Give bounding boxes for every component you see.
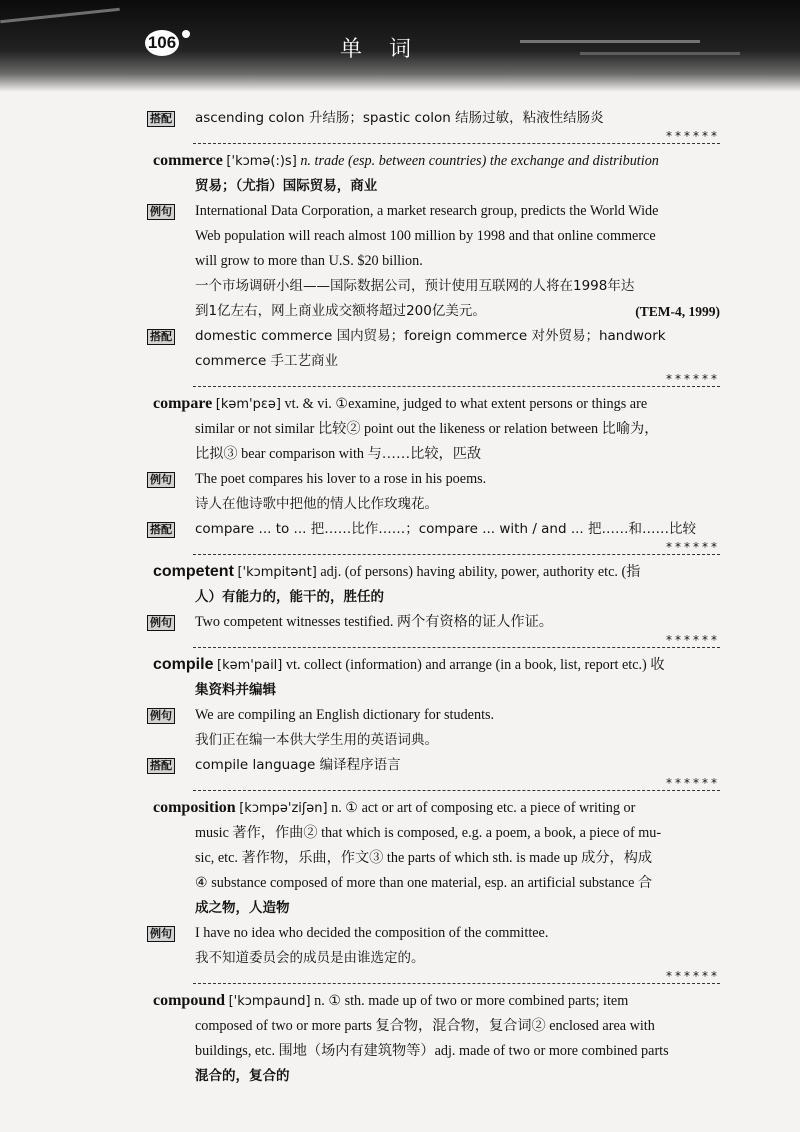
phonetic: ['kɔmpaund] <box>228 994 311 1009</box>
definition-line: composed of two or more parts 复合物，混合物，复合词② enclosed area with <box>195 1018 655 1034</box>
example-translation: 我们正在编一本供大学生用的英语词典。 <box>195 732 438 748</box>
phonetic: [kɔmpə'ziʃən] <box>239 801 328 816</box>
page-number: 106 <box>145 30 179 56</box>
entry-compare <box>145 391 720 467</box>
entry-competent <box>145 559 720 610</box>
source-citation: (TEM-4, 1999) <box>635 304 720 319</box>
phonetic: [kəm'pɛə] <box>215 397 281 412</box>
definition-line: music 著作，作曲② that which is composed, e.g. a poem, a book, a piece of mu- <box>195 825 662 841</box>
collocation-badge: 搭配 <box>147 758 175 774</box>
definition-line: 比拟③ bear comparison with 与……比较，匹敌 <box>195 446 482 462</box>
example-line: Two competent witnesses testified. 两个有资格的证人作证。 <box>195 614 553 630</box>
example-block <box>145 610 720 635</box>
entry-compile <box>145 652 720 703</box>
definition: n. ① act or art of composing etc. a piece of writing or <box>331 800 636 816</box>
page-header <box>0 0 800 92</box>
dictionary-content <box>145 106 720 1089</box>
definition: vt. & vi. ①examine, judged to what extent persons or things are <box>284 396 648 412</box>
phonetic: [kəm'pail] <box>217 658 283 673</box>
example-badge: 例句 <box>147 708 175 724</box>
definition-line: 成之物，人造物 <box>195 900 290 916</box>
definition: n. trade (esp. between countries) the exchange and distribution <box>300 153 659 169</box>
phonetic: ['kɔmpitənt] <box>237 565 317 580</box>
section-title: 单 词 <box>340 37 421 62</box>
collocation-row <box>145 753 720 778</box>
header-texture <box>520 40 700 43</box>
example-translation: 我不知道委员会的成员是由谁选定的。 <box>195 950 425 966</box>
definition-line: 人）有能力的，能干的，胜任的 <box>195 589 384 605</box>
collocation-text: domestic commerce 国内贸易；foreign commerce 对外贸易；handwork <box>195 328 666 344</box>
example-translation: 诗人在他诗歌中把他的情人比作玫瑰花。 <box>195 496 438 512</box>
collocation-text: compile language 编译程序语言 <box>195 757 401 773</box>
definition-line: sic, etc. 著作物，乐曲，作文③ the parts of which sth. is made up 成分，构成 <box>195 850 653 866</box>
definition-cn: 贸易；（尤指）国际贸易，商业 <box>195 178 378 194</box>
collocation-row <box>145 106 720 131</box>
definition-line: similar or not similar 比较② point out the likeness or relation between 比喻为， <box>195 421 659 437</box>
example-line: The poet compares his lover to a rose in his poems. <box>195 471 487 487</box>
entry-separator: ****** <box>193 133 720 144</box>
definition: adj. (of persons) having ability, power, authority etc. (指 <box>320 564 641 580</box>
headword: compound <box>153 992 226 1009</box>
collocation-row <box>145 517 720 542</box>
definition-line: 集资料并编辑 <box>195 682 276 698</box>
example-block <box>145 199 720 324</box>
example-line: will grow to more than U.S. $20 billion. <box>195 253 423 269</box>
definition-line: 混合的，复合的 <box>195 1068 290 1084</box>
example-translation: 一个市场调研小组——国际数据公司，预计使用互联网的人将在1998年达 <box>195 278 635 294</box>
headword: commerce <box>153 152 223 169</box>
entry-separator: ****** <box>193 637 720 648</box>
header-texture <box>0 8 120 24</box>
example-line: I have no idea who decided the composition of the committee. <box>195 925 549 941</box>
headword: competent <box>153 563 234 580</box>
entry-compound <box>145 988 720 1089</box>
header-texture <box>580 52 740 55</box>
collocation-text: compare ... to ... 把……比作……；compare ... with / and ... 把……和……比较 <box>195 521 697 537</box>
example-badge: 例句 <box>147 472 175 488</box>
example-block <box>145 467 720 517</box>
definition: vt. collect (information) and arrange (in a book, list, report etc.) 收 <box>285 657 665 673</box>
collocation-badge: 搭配 <box>147 329 175 345</box>
entry-separator: ****** <box>193 780 720 791</box>
entry-separator: ****** <box>193 544 720 555</box>
headword: compare <box>153 395 213 412</box>
definition: n. ① sth. made up of two or more combined parts; item <box>314 993 629 1009</box>
headword: composition <box>153 799 236 816</box>
definition-line: buildings, etc. 围地（场内有建筑物等）adj. made of two or more combined parts <box>195 1043 669 1059</box>
entry-commerce <box>145 148 720 199</box>
example-translation-line: 到1亿左右，网上商业成交额将超过200亿美元。 (TEM-4, 1999) <box>195 299 720 324</box>
example-badge: 例句 <box>147 615 175 631</box>
collocation-row <box>145 324 720 374</box>
phonetic: ['kɔmə(:)s] <box>226 154 297 169</box>
collocation-badge: 搭配 <box>147 111 175 127</box>
entry-separator: ****** <box>193 973 720 984</box>
example-badge: 例句 <box>147 204 175 220</box>
collocation-badge: 搭配 <box>147 522 175 538</box>
entry-composition <box>145 795 720 921</box>
entry-separator: ****** <box>193 376 720 387</box>
example-badge: 例句 <box>147 926 175 942</box>
example-block <box>145 921 720 971</box>
definition-line: ④ substance composed of more than one material, esp. an artificial substance 合 <box>195 875 653 891</box>
example-line: Web population will reach almost 100 million by 1998 and that online commerce <box>195 228 656 244</box>
example-line: We are compiling an English dictionary for students. <box>195 707 495 723</box>
example-block <box>145 703 720 753</box>
collocation-text: ascending colon 升结肠；spastic colon 结肠过敏，粘液性结肠炎 <box>195 110 604 126</box>
header-dot <box>182 30 190 38</box>
collocation-text: commerce 手工艺商业 <box>195 353 339 369</box>
example-line: International Data Corporation, a market research group, predicts the World Wide <box>195 203 659 219</box>
headword: compile <box>153 656 214 673</box>
